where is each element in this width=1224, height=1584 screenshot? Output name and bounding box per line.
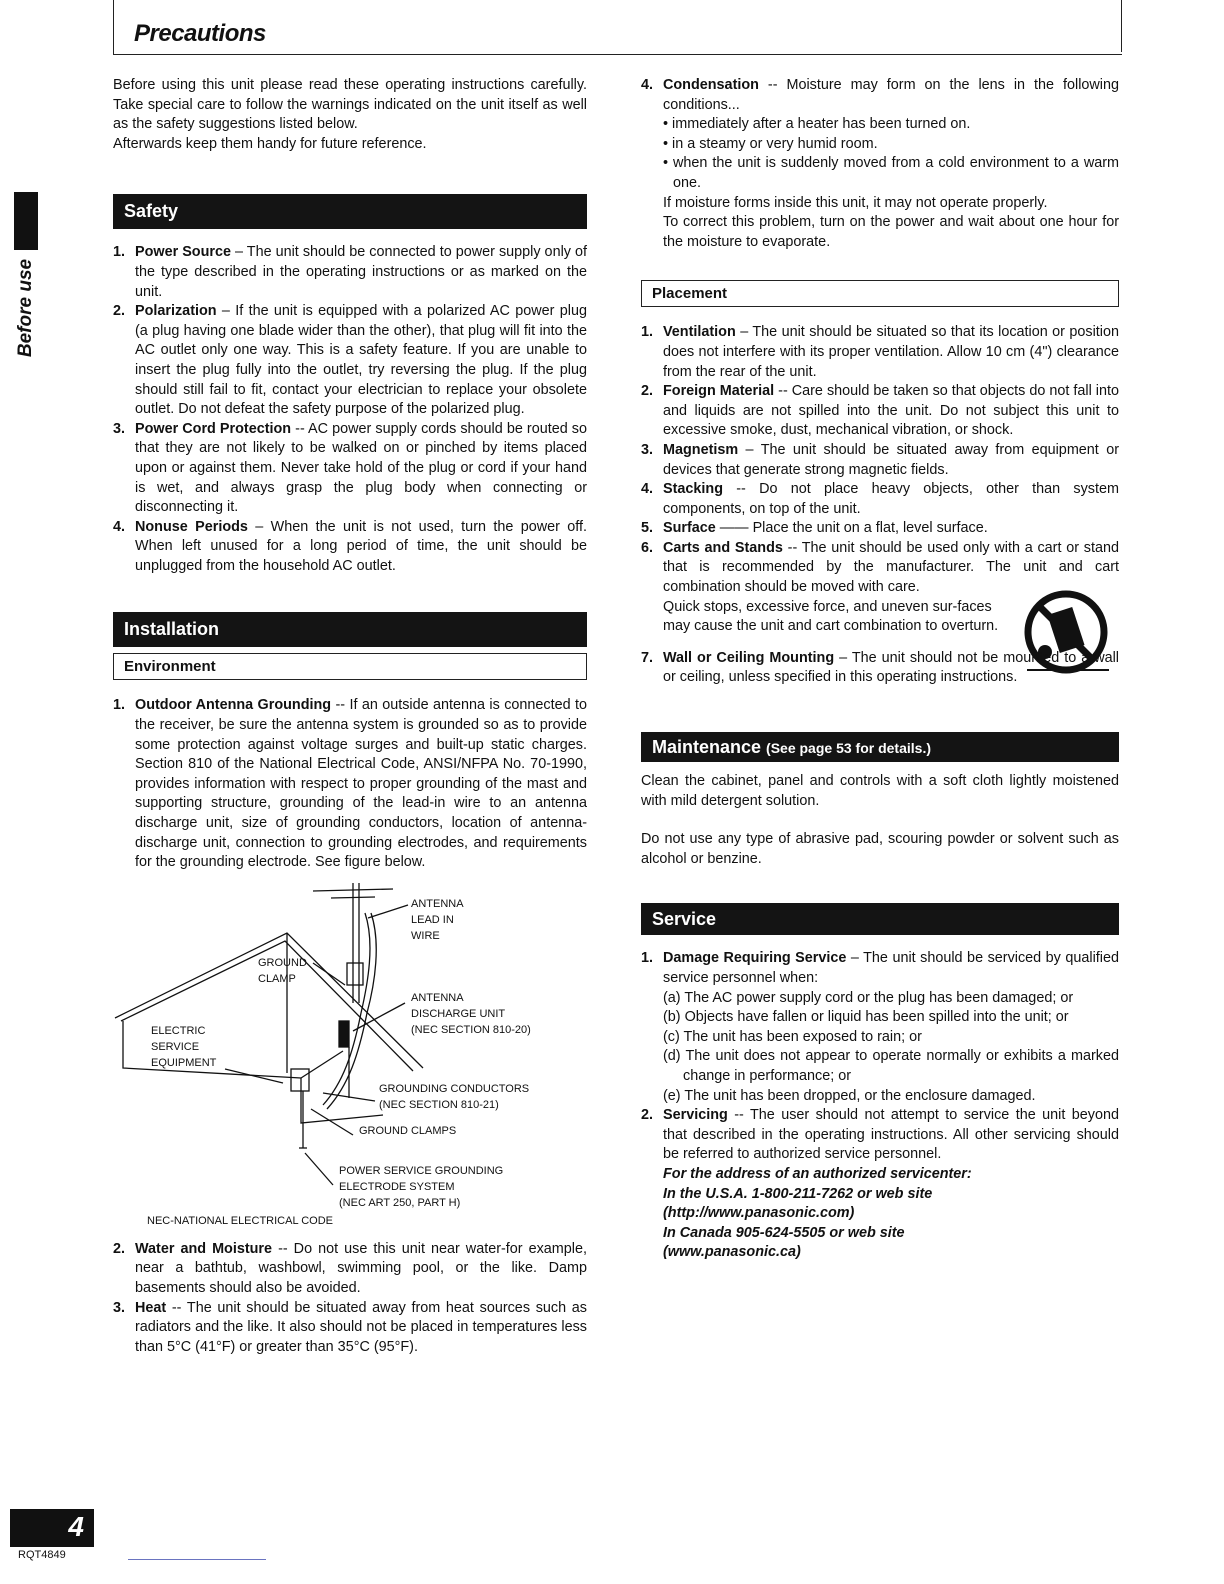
service-address-line: (http://www.panasonic.com): [663, 1205, 855, 1222]
label-electric-service: ELECTRIC SERVICE EQUIPMENT: [151, 1024, 217, 1069]
service-subitem: (d) The unit does not appear to operate normally or exhibits a marked change in performance; or: [663, 1048, 1119, 1084]
service-address-line: In the U.S.A. 1-800-211-7262 or web site: [663, 1185, 933, 1202]
list-item: 1. Outdoor Antenna Grounding -- If an outside antenna is connected to the receiver, be sure the antenna system is grounded so as to provide some protection against voltage surges and built-up static charges. Section 810 of the National Electrical Code, ANSI/NFPA No. 70-1990, provides information with respect to proper grounding of the mast and supporting structure, grounding of the lead-in wire to an antenna discharge unit, size of grounding conductors, location of antenna-discharge unit, connection to grounding electrodes, and requirements for the grounding electrode. See figure below.: [113, 697, 587, 871]
page-number-block: [10, 1509, 94, 1547]
intro-paragraph: Afterwards keep them handy for future reference.: [113, 135, 427, 152]
safety-heading: [113, 194, 587, 229]
installation-title: Installation: [124, 619, 220, 640]
maintenance-note: (See page 53 for details.): [766, 740, 931, 757]
bullet-item: • when the unit is suddenly moved from a cold environment to a warm one.: [663, 155, 1119, 191]
service-subitem: (b) Objects have fallen or liquid has been spilled into the unit; or: [663, 1009, 1069, 1026]
list-item: 7. Wall or Ceiling Mounting – The unit should not be mounted to a wall or ceiling, unless specified in this operating instructions.: [641, 649, 1119, 686]
label-power-grounding: POWER SERVICE GROUNDING ELECTRODE SYSTEM (NEC ART 250, PART H): [339, 1164, 504, 1209]
environment-heading: Environment: [113, 653, 587, 680]
list-item: 4. Condensation -- Moisture may form on the lens in the following conditions... • immediately after a heater has been turned on. • in a steamy or very humid room. • when the unit is suddenly moved from a cold environment to a warm one. If moisture forms inside this unit, it may not operate properly. To correct this problem, turn on the power and wait about one hour for the moisture to evaporate.: [641, 76, 1119, 252]
service-subitem: (a) The AC power supply cord or the plug has been damaged; or: [663, 989, 1074, 1006]
intro-paragraph: Before using this unit please read these operating instructions carefully. Take special care to follow the warnings indicated on the unit itself as well as the safety suggestions listed below.: [113, 77, 587, 133]
bullet-item: • immediately after a heater has been turned on.: [663, 116, 971, 133]
list-item: 6. Carts and Stands -- The unit should be used only with a cart or stand that is recommended by the manufacturer. The unit and cart combination should be moved with care. Quick stops, excessive force, and uneven sur-faces may cause the unit and cart combination to overturn.: [641, 539, 1119, 637]
right-column: [641, 76, 1119, 1263]
service-address-line: (www.panasonic.ca): [663, 1244, 801, 1261]
maintenance-paragraph: Clean the cabinet, panel and controls with a soft cloth lightly moistened with mild detergent solution.: [641, 773, 1119, 809]
service-subitem: (e) The unit has been dropped, or the enclosure damaged.: [663, 1087, 1036, 1104]
service-title: Service: [652, 909, 717, 930]
list-item: 4. Nonuse Periods – When the unit is not used, turn the power off. When left unused for a long period of time, the unit should be unplugged from the household AC outlet.: [113, 518, 587, 574]
maintenance-title: Maintenance: [652, 737, 762, 758]
list-item: 3. Heat -- The unit should be situated away from heat sources such as radiators and the like. It also should not be placed in temperatures less than 5°C (41°F) or greater than 35°C (95°F).: [113, 1299, 587, 1355]
label-discharge-unit: ANTENNA DISCHARGE UNIT (NEC SECTION 810-20): [411, 991, 531, 1036]
bullet-item: • in a steamy or very humid room.: [663, 135, 878, 152]
list-item: 2. Foreign Material -- Care should be taken so that objects do not fall into and liquids are not spilled into the unit. Do not subject this unit to excessive smoke, dust, mechanical vibration, or shock.: [641, 383, 1119, 439]
list-item: 4. Stacking -- Do not place heavy objects, other than system components, on top of the unit.: [641, 481, 1119, 517]
label-antenna: ANTENNA LEAD IN WIRE: [411, 897, 464, 942]
antenna-grounding-diagram: [113, 873, 587, 1240]
label-ground-clamp: GROUND CLAMP: [258, 956, 307, 985]
safety-title: Safety: [124, 201, 179, 222]
footer-rule: [128, 1559, 266, 1560]
page-number: 4: [68, 1511, 84, 1542]
maintenance-paragraph: Do not use any type of abrasive pad, scouring powder or solvent such as alcohol or benzine.: [641, 831, 1119, 867]
service-address-line: In Canada 905-624-5505 or web site: [663, 1224, 905, 1241]
installation-heading: [113, 612, 587, 647]
label-grounding-conductors: GROUNDING CONDUCTORS (NEC SECTION 810-21): [379, 1082, 530, 1111]
maintenance-heading: [641, 732, 1119, 762]
list-item: 5. Surface —— Place the unit on a flat, level surface.: [641, 520, 988, 537]
label-nec: NEC-NATIONAL ELECTRICAL CODE: [147, 1214, 334, 1227]
environment-list: [113, 696, 587, 872]
cart-warning: Quick stops, excessive force, and uneven sur-faces may cause the unit and cart combination to overturn.: [663, 598, 1119, 637]
list-item: 2. Polarization – If the unit is equipped with a polarized AC power plug (a plug having one blade wider than the other), that plug will fit into the AC outlet only one way. This is a safety feature. If you are unable to insert the plug fully into the outlet, try reversing the plug. If the plug should still fail to fit, contact your electrician to replace your obsolete outlet. Do not defeat the safety purpose of the polarized plug.: [113, 303, 587, 418]
model-code: RQT4849: [18, 1549, 66, 1561]
side-tab-marker: [14, 192, 38, 250]
list-item: 3. Magnetism – The unit should be situated away from equipment or devices that generate strong magnetic fields.: [641, 441, 1119, 478]
list-item: 2. Water and Moisture -- Do not use this unit near water-for example, near a bathtub, washbowl, swimming pool, or the like. Damp basements should also be avoided.: [113, 1240, 587, 1296]
list-item: 3. Power Cord Protection -- AC power supply cords should be routed so that they are not likely to be walked on or pinched by items placed upon or against them. Never take hold of the plug or cord if your hand is wet, and always grasp the plug body when connecting or disconnecting it.: [113, 420, 587, 516]
page-header: [113, 0, 1122, 55]
list-item: 1. Damage Requiring Service – The unit should be serviced by qualified service personnel when: (a) The AC power supply cord or the plug has been damaged; or (b) Objects have fallen or liquid has been spilled into the unit; or (c) The unit has been exposed to rain; or (d) The unit does not appear to operate normally or exhibits a marked change in performance; or (e) The unit has been dropped, or the enclosure damaged.: [641, 949, 1119, 1106]
condensation-list: [641, 76, 1119, 252]
service-address-line: For the address of an authorized servicenter:: [663, 1165, 972, 1182]
placement-heading: Placement: [641, 280, 1119, 307]
list-item: 2. Servicing -- The user should not attempt to service the unit beyond that described in the operating instructions. All other servicing should be referred to authorized service personnel. For the address of an authorized servicenter: In the U.S.A. 1-800-211-7262 or web site (http://www.panasonic.com) In Canada 905-624-5505 or web site (www.panasonic.ca): [641, 1106, 1119, 1263]
left-column: [113, 76, 587, 1357]
service-heading: [641, 903, 1119, 935]
header-divider: [1121, 0, 1122, 52]
label-ground-clamps: GROUND CLAMPS: [359, 1124, 457, 1137]
list-item: 1. Ventilation – The unit should be situated so that its location or position does not interfere with its proper ventilation. Allow 10 cm (4") clearance from the rear of the unit.: [641, 324, 1119, 380]
condensation-note: To correct this problem, turn on the power and wait about one hour for the moisture to evaporate.: [663, 214, 1119, 250]
condensation-note: If moisture forms inside this unit, it may not operate properly.: [663, 194, 1048, 211]
environment-list-continued: [113, 1240, 587, 1358]
safety-list: [113, 243, 587, 576]
side-section-label: Before use: [15, 258, 36, 358]
service-list: [641, 949, 1119, 1263]
service-subitem: (c) The unit has been exposed to rain; or: [663, 1028, 922, 1045]
placement-list: [641, 323, 1119, 688]
page-title: Precautions: [134, 20, 266, 47]
list-item: 1. Power Source – The unit should be connected to power supply only of the type described in the operating instructions or as marked on the unit.: [113, 244, 587, 300]
